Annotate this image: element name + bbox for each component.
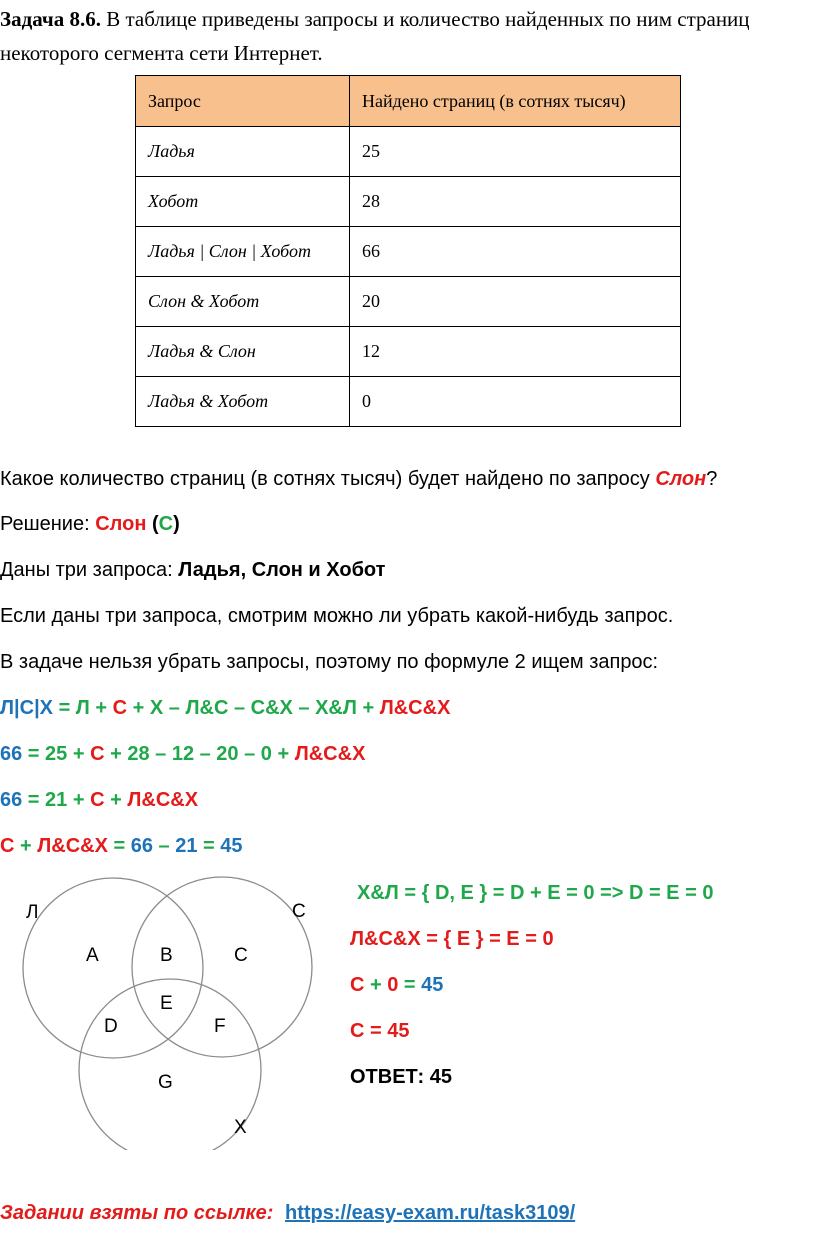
- given-line: Даны три запроса: Ладья, Слон и Хобот: [0, 559, 386, 581]
- venn-region-d: D: [104, 1016, 118, 1037]
- equation-2: 66 = 25 + С + 28 – 12 – 20 – 0 + Л&С&Х: [0, 743, 366, 765]
- row-pages: 28: [350, 177, 681, 227]
- venn-label-s: С: [292, 901, 306, 922]
- table-row: [136, 277, 681, 327]
- venn-diagram: [0, 870, 330, 1150]
- venn-region-c: C: [234, 945, 248, 966]
- table-row: [136, 327, 681, 377]
- header-pages: Найдено страниц (в сотнях тысяч): [350, 76, 681, 127]
- venn-region-g: G: [158, 1072, 173, 1093]
- venn-region-e: E: [160, 993, 173, 1014]
- row-query: Хобот: [136, 177, 350, 227]
- question-highlight: Слон: [655, 468, 707, 490]
- table-row: [136, 177, 681, 227]
- task-statement: [0, 2, 812, 70]
- right-line-1: Х&Л = { D, E } = D + E = 0 => D = E = 0: [357, 882, 714, 904]
- task-number: Задача 8.6.: [0, 7, 101, 31]
- table-row: [136, 127, 681, 177]
- right-line-2: Л&С&Х = { E } = E = 0: [350, 928, 554, 950]
- formula-line: Л|С|Х = Л + С + Х – Л&С – С&Х – Х&Л + Л&С&Х: [0, 697, 451, 719]
- solution-line: Решение: Слон (С): [0, 513, 180, 535]
- right-line-3: С + 0 = 45: [350, 974, 444, 996]
- table-header-row: [136, 76, 681, 127]
- venn-region-a: A: [86, 945, 99, 966]
- table-row: [136, 227, 681, 277]
- right-line-4: С = 45: [350, 1020, 410, 1042]
- venn-label-l: Л: [26, 902, 39, 923]
- row-query: Ладья & Слон: [136, 327, 350, 377]
- answer: ОТВЕТ: 45: [350, 1066, 452, 1088]
- row-pages: 66: [350, 227, 681, 277]
- footer: [0, 1202, 575, 1225]
- row-query: Ладья: [136, 127, 350, 177]
- paragraph-1: Если даны три запроса, смотрим можно ли убрать какой-нибудь запрос.: [0, 605, 674, 627]
- task-text: В таблице приведены запросы и количество найденных по ним страниц некоторого сегмента сети Интернет.: [0, 7, 750, 65]
- venn-label-x: Х: [234, 1117, 247, 1138]
- row-pages: 12: [350, 327, 681, 377]
- venn-region-b: B: [160, 945, 173, 966]
- question: Какое количество страниц (в сотнях тысяч) будет найдено по запросу Слон?: [0, 468, 718, 490]
- row-query: Ладья & Хобот: [136, 377, 350, 427]
- paragraph-2: В задаче нельзя убрать запросы, поэтому по формуле 2 ищем запрос:: [0, 651, 659, 673]
- source-link[interactable]: https://easy-exam.ru/task3109/: [285, 1202, 576, 1224]
- row-query: Ладья | Слон | Хобот: [136, 227, 350, 277]
- header-query: Запрос: [136, 76, 350, 127]
- row-pages: 25: [350, 127, 681, 177]
- row-pages: 0: [350, 377, 681, 427]
- footer-label: Задании взяты по ссылке:: [0, 1202, 274, 1224]
- equation-3: 66 = 21 + С + Л&С&Х: [0, 789, 199, 811]
- table-row: [136, 377, 681, 427]
- row-pages: 20: [350, 277, 681, 327]
- query-table: [135, 75, 681, 427]
- row-query: Слон & Хобот: [136, 277, 350, 327]
- equation-4: С + Л&С&Х = 66 – 21 = 45: [0, 835, 243, 857]
- venn-region-f: F: [214, 1016, 226, 1037]
